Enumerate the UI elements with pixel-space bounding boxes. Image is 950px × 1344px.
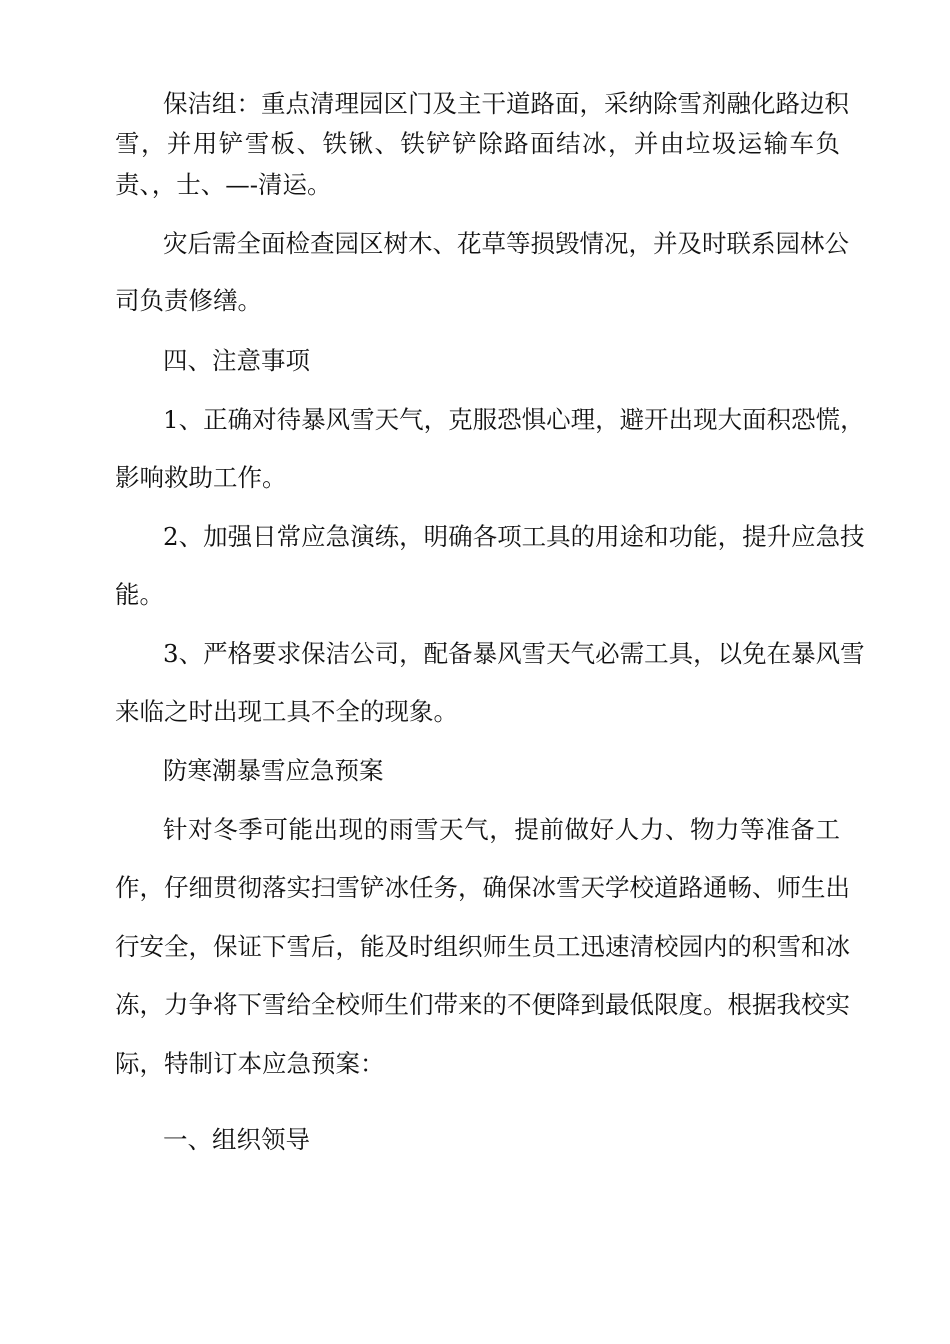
precaution-1-line-2: 影响救助工作。	[115, 463, 287, 492]
paragraph-repair-line-1: 灾后需全面检查园区树木、花草等损毁情况，并及时联系园林公	[163, 229, 849, 258]
precaution-3-line-1: 3、严格要求保洁公司，配备暴风雪天气必需工具，以免在暴风雪	[163, 639, 865, 668]
section-heading-precautions: 四、注意事项	[163, 346, 310, 375]
plan-title: 防寒潮暴雪应急预案	[163, 756, 384, 785]
intro-paragraph-line-2: 作，仔细贯彻落实扫雪铲冰任务，确保冰雪天学校道路通畅、师生出	[115, 873, 850, 902]
precaution-2-line-2: 能。	[115, 580, 164, 609]
intro-paragraph-line-3: 行安全，保证下雪后，能及时组织师生员工迅速清校园内的积雪和冰	[115, 932, 850, 961]
paragraph-cleaning-line-2: 雪，并用铲雪板、铁锹、铁铲铲除路面结冰，并由垃圾运输车负	[115, 129, 840, 158]
paragraph-repair-line-2: 司负责修缮。	[115, 286, 262, 315]
paragraph-cleaning-line-1: 保洁组：重点清理园区门及主干道路面，采纳除雪剂融化路边积	[163, 89, 849, 118]
intro-paragraph-line-1: 针对冬季可能出现的雨雪天气，提前做好人力、物力等准备工	[163, 815, 840, 844]
precaution-3-line-2: 来临之时出现工具不全的现象。	[115, 697, 458, 726]
intro-paragraph-line-4: 冻，力争将下雪给全校师生们带来的不便降到最低限度。根据我校实	[115, 990, 850, 1019]
intro-paragraph-line-5: 际，特制订本应急预案：	[115, 1049, 385, 1078]
precaution-1-line-1: 1、正确对待暴风雪天气，克服恐惧心理，避开出现大面积恐慌，	[163, 405, 865, 434]
section-heading-organization: 一、组织领导	[163, 1125, 310, 1154]
paragraph-cleaning-line-3: 责、，士、—-清运。	[115, 170, 332, 199]
precaution-2-line-1: 2、加强日常应急演练，明确各项工具的用途和功能，提升应急技	[163, 522, 865, 551]
